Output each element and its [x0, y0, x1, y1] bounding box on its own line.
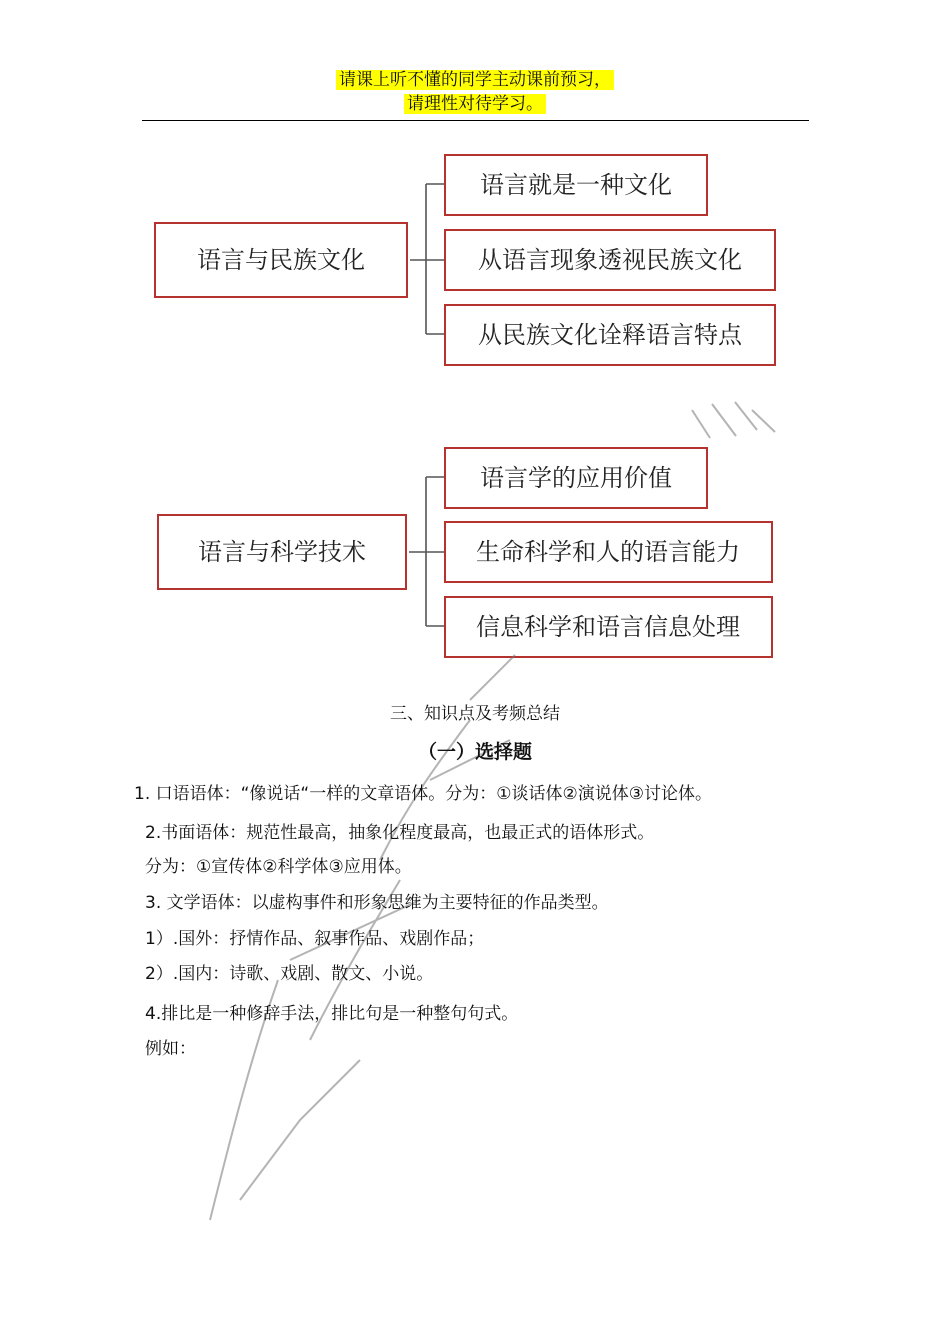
- diagram1-connector: [407, 184, 445, 334]
- section-subtitle: （一）选择题: [417, 741, 532, 763]
- diagram1-child-3: [445, 305, 778, 368]
- diagram1-child-1: [445, 155, 710, 218]
- diagram1-root-box: [155, 223, 410, 300]
- item-parallelism: 4.排比是一种修辞手法，排比句是一种整句句式。: [145, 1004, 519, 1024]
- item-foreign-works: 1）.国外：抒情作品、叙事作品、戏剧作品；: [145, 929, 485, 949]
- item-literary-style: 3. 文学语体：以虚构事件和形象思维为主要特征的作品类型。: [145, 893, 609, 913]
- diagram2-connector: [407, 477, 445, 626]
- item-domestic-works: 2）.国内：诗歌、戏剧、散文、小说。: [145, 964, 434, 984]
- diagram1-child-2-label: 从语言现象透视民族文化: [478, 246, 742, 274]
- diagram1-child-3-label: 从民族文化诠释语言特点: [478, 321, 742, 349]
- header-line-1: 请课上听不懂的同学主动课前预习，: [336, 70, 614, 90]
- diagram2-root-box: [158, 515, 409, 592]
- diagram2-child-1-label: 语言学的应用价值: [480, 464, 672, 492]
- diagram2-child-2-label: 生命科学和人的语言能力: [476, 538, 740, 566]
- header-line-2: 请理性对待学习。: [404, 94, 546, 114]
- item-written-style: 2.书面语体：规范性最高，抽象化程度最高，也最正式的语体形式。: [145, 823, 655, 843]
- diagram-language-culture: [155, 155, 778, 368]
- diagram-language-science: [158, 448, 775, 660]
- item-example-label: 例如：: [145, 1039, 196, 1059]
- section-title: 三、知识点及考频总结: [390, 704, 560, 724]
- diagram2-root-label: 语言与科学技术: [198, 538, 366, 566]
- diagram1-root-label: 语言与民族文化: [197, 246, 365, 274]
- diagram2-child-3: [445, 597, 775, 660]
- diagram2-child-1: [445, 448, 710, 511]
- diagram2-child-2: [445, 522, 775, 585]
- diagram1-child-1-label: 语言就是一种文化: [480, 171, 672, 199]
- diagram2-child-3-label: 信息科学和语言信息处理: [476, 613, 740, 641]
- item-spoken-style: 1. 口语语体：“像说话“一样的文章语体。分为：①谈话体②演说体③讨论体。: [134, 784, 712, 804]
- diagram1-child-2: [445, 230, 778, 293]
- item-written-categories: 分为：①宣传体②科学体③应用体。: [145, 857, 412, 877]
